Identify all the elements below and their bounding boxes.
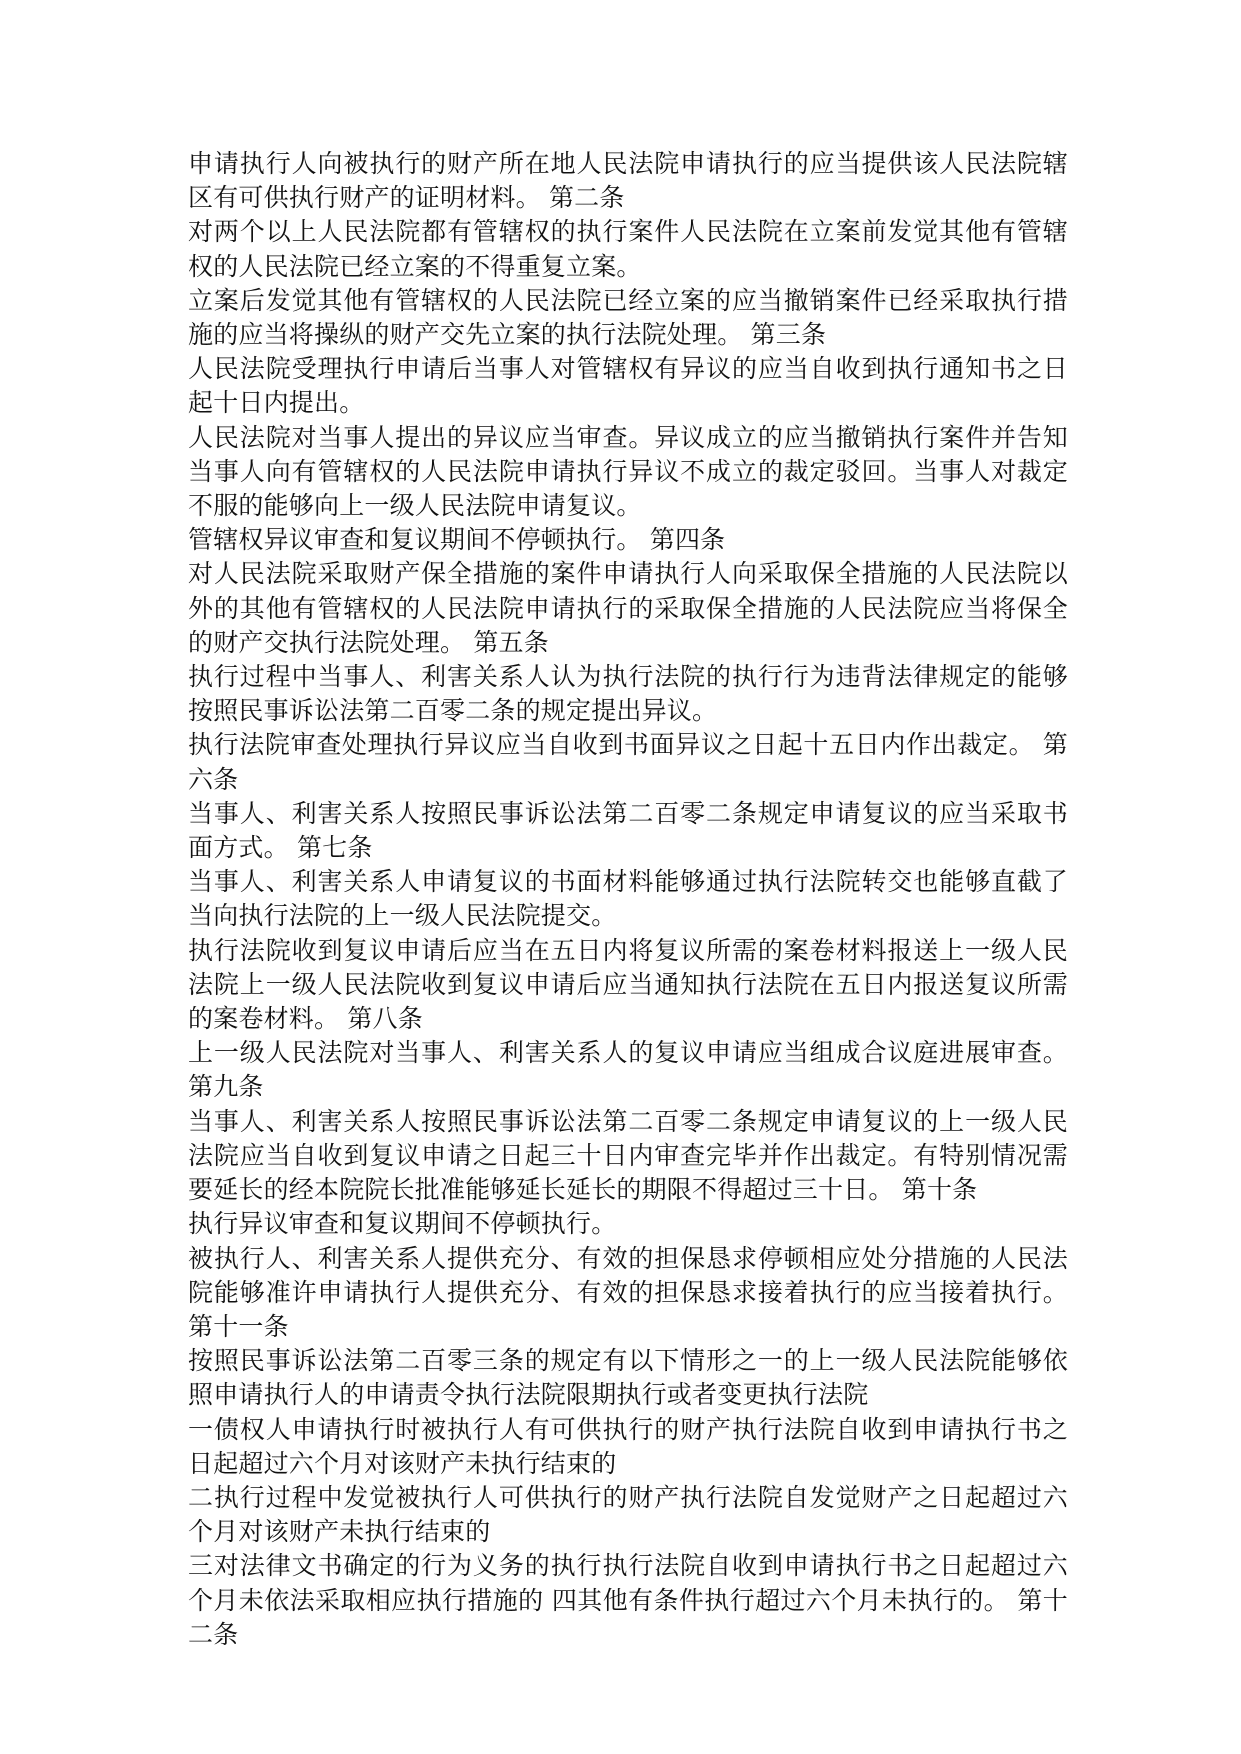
- paragraph-11: 当事人、利害关系人申请复议的书面材料能够通过执行法院转交也能够直截了当向执行法院的上一级人民法院提交。: [188, 867, 1068, 931]
- paragraph-19: 二执行过程中发觉被执行人可供执行的财产执行法院自发觉财产之日起超过六个月对该财产未执行结束的: [188, 1482, 1068, 1547]
- paragraph-1: 申请执行人向被执行的财产所在地人民法院申请执行的应当提供该人民法院辖区有可供执行财产的证明材料。 第二条: [188, 149, 1068, 213]
- paragraph-2: 对两个以上人民法院都有管辖权的执行案件人民法院在立案前发觉其他有管辖权的人民法院已经立案的不得重复立案。: [188, 217, 1068, 281]
- paragraph-15: 执行异议审查和复议期间不停顿执行。: [188, 1209, 617, 1239]
- paragraph-10: 当事人、利害关系人按照民事诉讼法第二百零二条规定申请复议的应当采取书面方式。 第七条: [188, 798, 1068, 863]
- document-body: [188, 147, 1068, 1652]
- paragraph-18: 一债权人申请执行时被执行人有可供执行的财产执行法院自收到申请执行书之日起超过六个月对该财产未执行结束的: [188, 1414, 1068, 1478]
- paragraph-9: 执行法院审查处理执行异议应当自收到书面异议之日起十五日内作出裁定。 第六条: [188, 730, 1068, 794]
- paragraph-4: 人民法院受理执行申请后当事人对管辖权有异议的应当自收到执行通知书之日起十日内提出。: [188, 354, 1068, 418]
- paragraph-14: 当事人、利害关系人按照民事诉讼法第二百零二条规定申请复议的上一级人民法院应当自收到复议申请之日起三十日内审查完毕并作出裁定。有特别情况需要延长的经本院院长批准能够延长延长的期限不得超过三十日。 第十条: [188, 1106, 1068, 1205]
- paragraph-13: 上一级人民法院对当事人、利害关系人的复议申请应当组成合议庭进展审查。 第九条: [188, 1038, 1068, 1102]
- paragraph-16: 被执行人、利害关系人提供充分、有效的担保恳求停顿相应处分措施的人民法院能够准许申请执行人提供充分、有效的担保恳求接着执行的应当接着执行。 第十一条: [188, 1243, 1068, 1341]
- paragraph-5: 人民法院对当事人提出的异议应当审查。异议成立的应当撤销执行案件并告知当事人向有管辖权的人民法院申请执行异议不成立的裁定驳回。当事人对裁定不服的能够向上一级人民法院申请复议。: [188, 422, 1068, 521]
- paragraph-8: 执行过程中当事人、利害关系人认为执行法院的执行行为违背法律规定的能够按照民事诉讼法第二百零二条的规定提出异议。: [188, 662, 1068, 726]
- paragraph-12: 执行法院收到复议申请后应当在五日内将复议所需的案卷材料报送上一级人民法院上一级人民法院收到复议申请后应当通知执行法院在五日内报送复议所需的案卷材料。 第八条: [188, 935, 1068, 1034]
- paragraph-7: 对人民法院采取财产保全措施的案件申请执行人向采取保全措施的人民法院以外的其他有管辖权的人民法院申请执行的采取保全措施的人民法院应当将保全的财产交执行法院处理。 第五条: [188, 559, 1068, 657]
- paragraph-17: 按照民事诉讼法第二百零三条的规定有以下情形之一的上一级人民法院能够依照申请执行人的申请责令执行法院限期执行或者变更执行法院: [188, 1346, 1068, 1410]
- paragraph-3: 立案后发觉其他有管辖权的人民法院已经立案的应当撤销案件已经采取执行措施的应当将操纵的财产交先立案的执行法院处理。 第三条: [188, 285, 1068, 350]
- paragraph-20: 三对法律文书确定的行为义务的执行执行法院自收到申请执行书之日起超过六个月未依法采取相应执行措施的 四其他有条件执行超过六个月未执行的。 第十二条: [188, 1551, 1068, 1649]
- paragraph-6: 管辖权异议审查和复议期间不停顿执行。 第四条: [188, 525, 726, 555]
